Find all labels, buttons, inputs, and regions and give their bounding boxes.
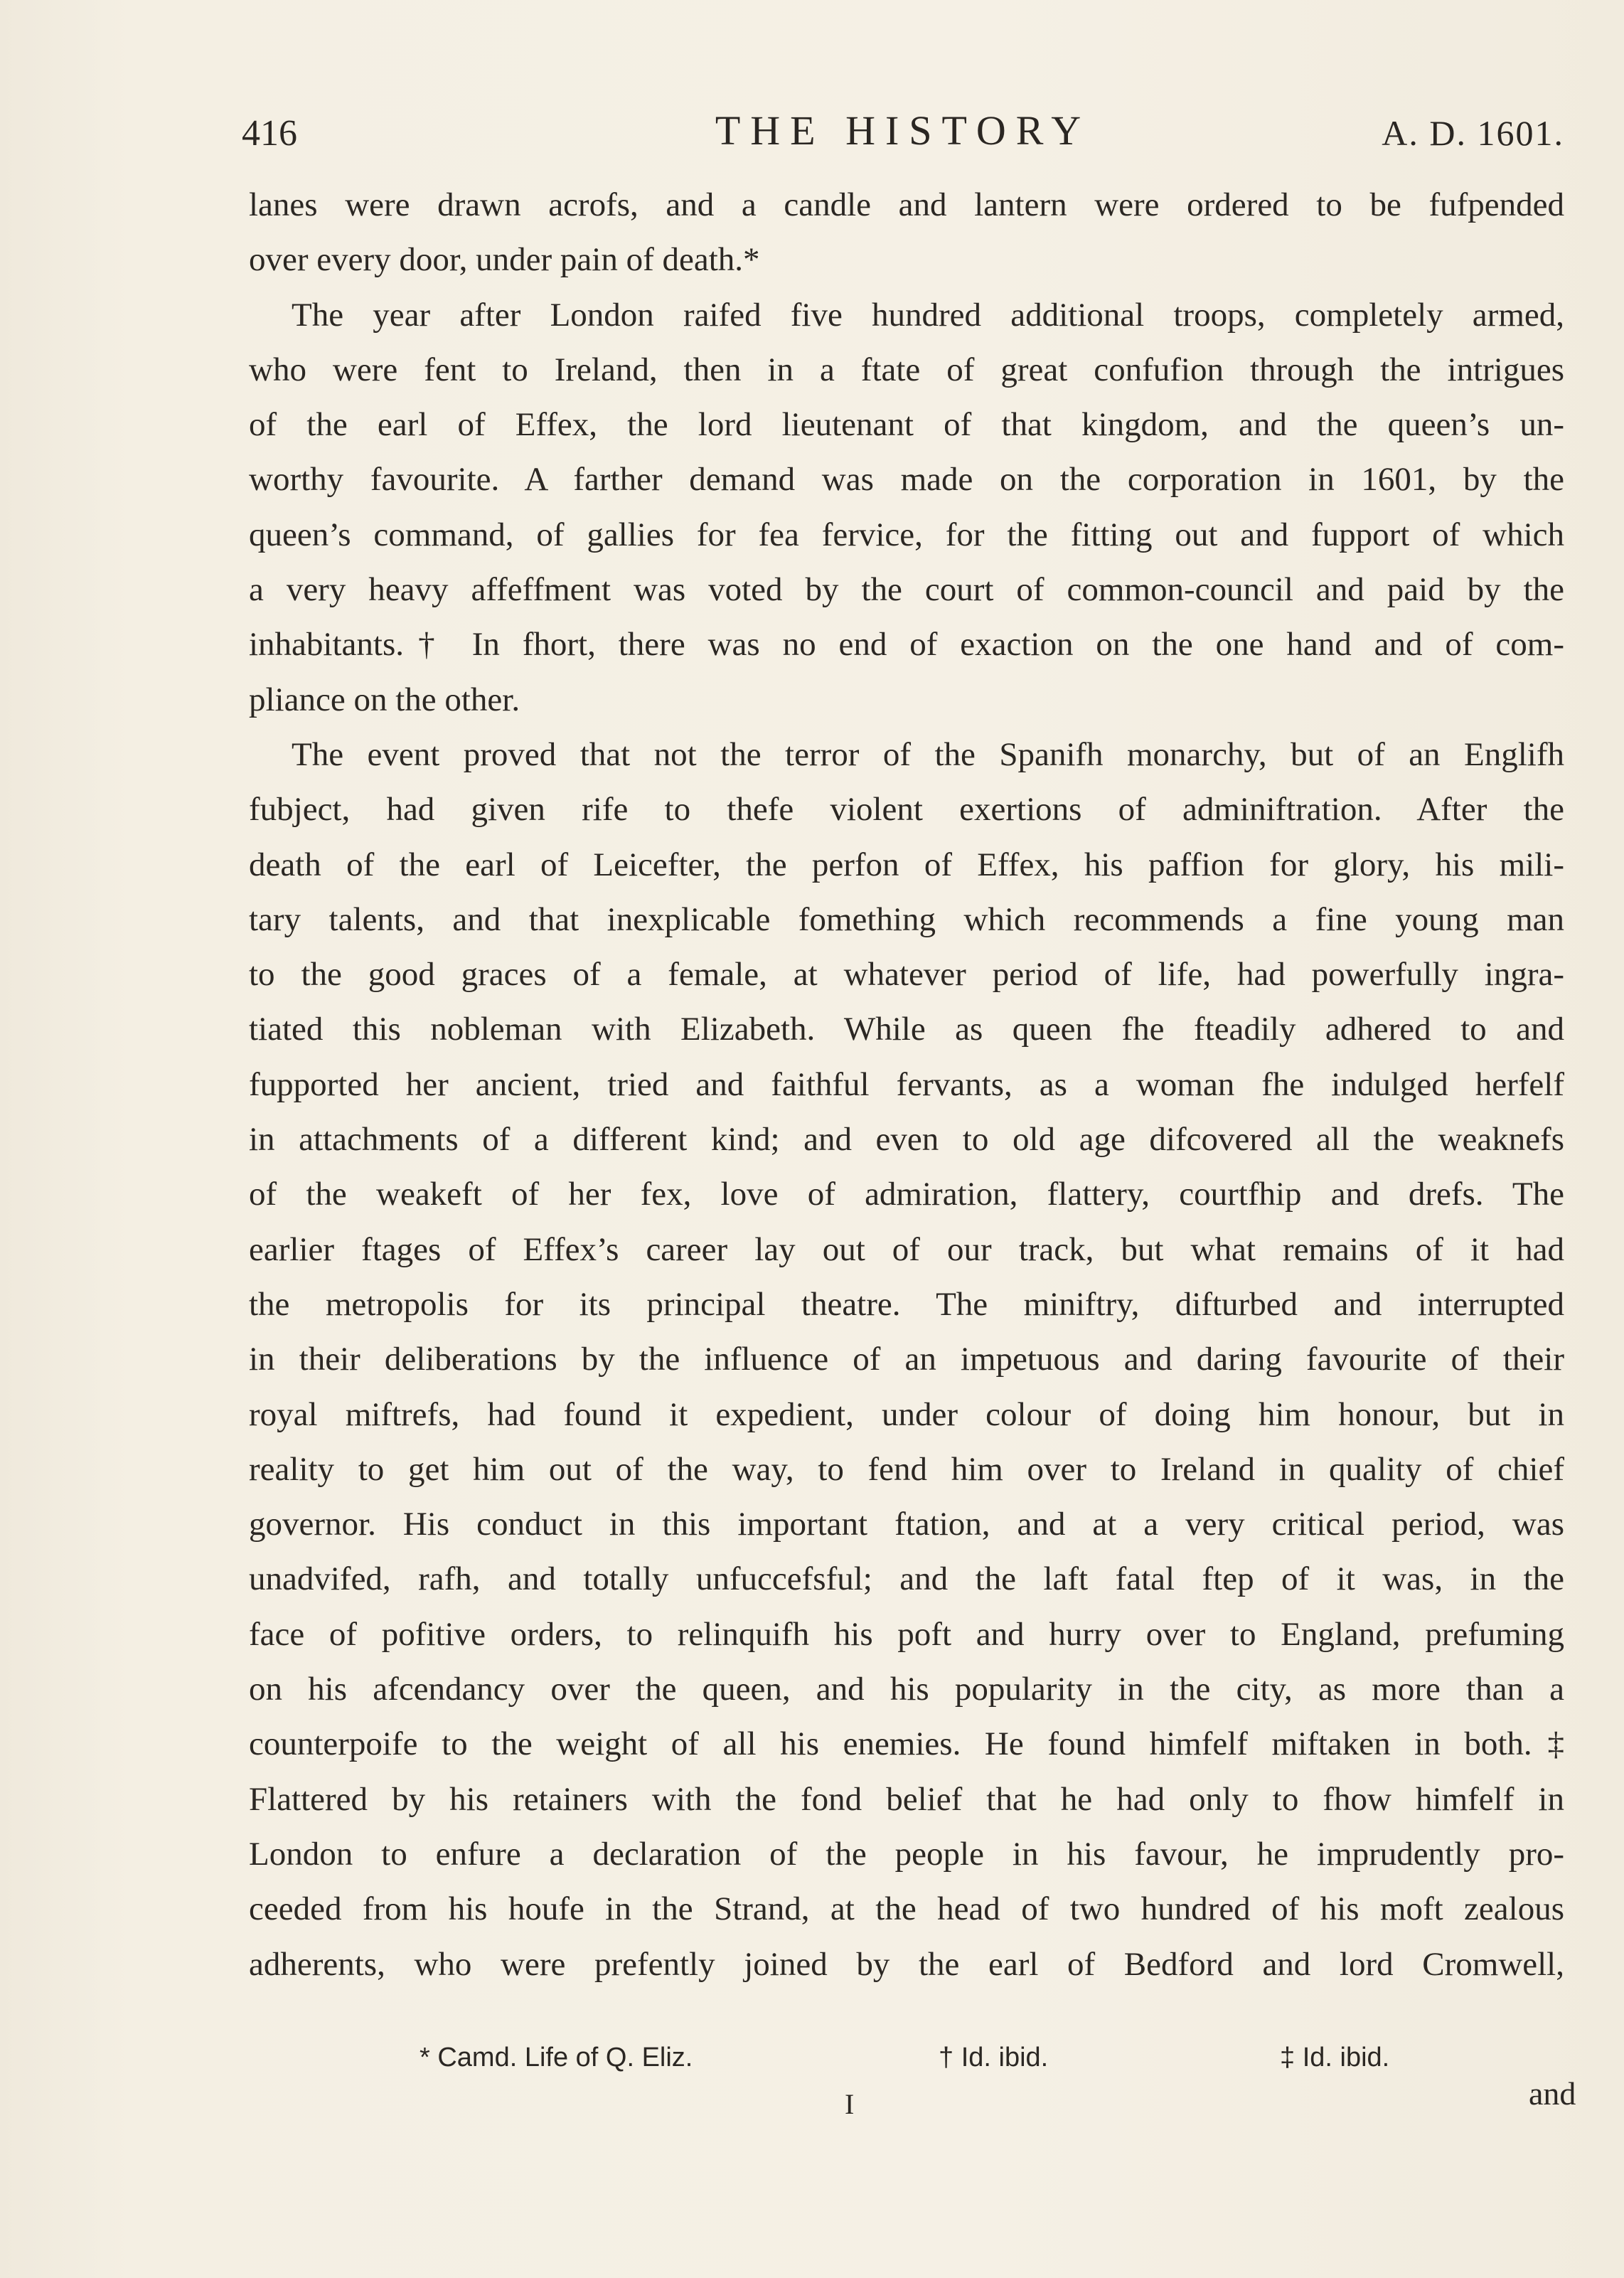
text-line: of the weakeft of her fex, love of admiration, flattery, courtfhip and drefs. The [249,1176,1564,1213]
text-line: earlier ftages of Effex’s career lay out of our track, but what remains of it had [249,1230,1564,1268]
running-header [242,107,1564,164]
text-line: fubject, had given rife to thefe violent exertions of adminiftration. After the [249,791,1564,829]
text-line: queen’s command, of gallies for fea fervice, for the fitting out and fupport of which [249,516,1564,553]
text-line: tiated this nobleman with Elizabeth. While as queen fhe fteadily adhered to and [249,1011,1564,1048]
footnote-2: † Id. ibid. [939,2043,1049,2072]
text-line: over every door, under pain of death.* [249,241,760,279]
text-line: tary talents, and that inexplicable fomething which recommends a fine young man [249,900,1564,938]
text-line: on his afcendancy over the queen, and his popularity in the city, as more than a [249,1671,1564,1708]
text-line: ceeded from his houfe in the Strand, at the head of two hundred of his moft zealous [249,1890,1564,1928]
text-line: lanes were drawn acrofs, and a candle and lantern were ordered to be fufpended [249,186,1564,223]
text-line: a very heavy affeffment was voted by the court of common-council and paid by the [249,571,1564,609]
text-line: inhabitants.† In fhort, there was no end of exaction on the one hand and of com- [249,626,1564,664]
text-line: reality to get him out of the way, to fend him over to Ireland in quality of chief [249,1450,1564,1488]
text-line: governor. His conduct in this important ftation, and at a very critical period, was [249,1506,1564,1543]
body-text [249,178,1564,1992]
catchword: and [1529,2075,1576,2112]
text-line: in attachments of a different kind; and even to old age difcovered all the weaknefs [249,1121,1564,1159]
footnote-3: ‡ Id. ibid. [1280,2043,1390,2072]
text-line: royal miftrefs, had found it expedient, under colour of doing him honour, but in [249,1395,1564,1433]
page-number: 416 [242,113,297,154]
text-line: in their deliberations by the influence of an impetuous and daring favourite of their [249,1341,1564,1378]
header-date: A. D. 1601. [1382,113,1564,153]
text-line: who were fent to Ireland, then in a ftate of great confufion through the intrigues [249,351,1564,388]
footnotes [420,2043,1429,2085]
text-line: to the good graces of a female, at whatever period of life, had powerfully ingra- [249,956,1564,994]
running-title: THE HISTORY [715,107,1091,154]
text-line: the metropolis for its principal theatre. The miniftry, difturbed and interrupted [249,1285,1564,1323]
text-line: of the earl of Effex, the lord lieutenant of that kingdom, and the queen’s un- [249,406,1564,444]
signature-mark: I [845,2088,855,2120]
text-line: death of the earl of Leicefter, the perfon of Effex, his paffion for glory, his mili- [249,846,1564,883]
text-line: pliance on the other. [249,681,520,718]
text-line: unadvifed, rafh, and totally unfuccefsful; and the laft fatal ftep of it was, in the [249,1560,1564,1598]
text-line: Flattered by his retainers with the fond belief that he had only to fhow himfelf in [249,1780,1564,1818]
text-line: face of pofitive orders, to relinquifh his poft and hurry over to England, prefuming [249,1615,1564,1653]
text-line: London to enfure a declaration of the people in his favour, he imprudently pro- [249,1835,1564,1873]
text-line: The event proved that not the terror of the Spanifh monarchy, but of an Englifh [292,735,1564,773]
text-line: fupported her ancient, tried and faithful fervants, as a woman fhe indulged herfelf [249,1065,1564,1103]
footnote-1: * Camd. Life of Q. Eliz. [420,2043,693,2072]
text-line: worthy favourite. A farther demand was made on the corporation in 1601, by the [249,461,1564,499]
text-line: adherents, who were prefently joined by the earl of Bedford and lord Cromwell, [249,1945,1564,1983]
text-line: counterpoife to the weight of all his enemies. He found himfelf miftaken in both.‡ [249,1725,1564,1763]
text-line: The year after London raifed five hundred additional troops, completely armed, [292,296,1564,334]
